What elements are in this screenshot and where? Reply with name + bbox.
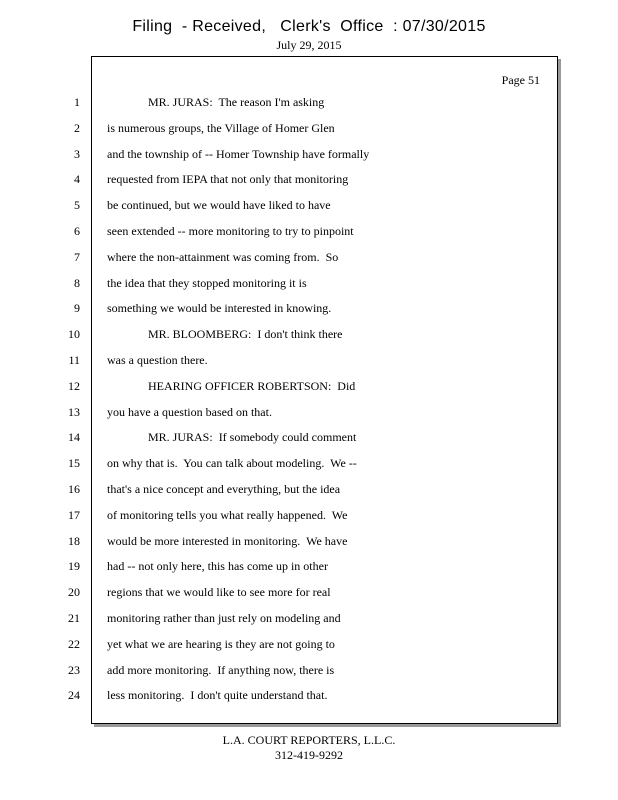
transcript-line: of monitoring tells you what really happened. We <box>107 507 348 522</box>
transcript-line: had -- not only here, this has come up in other <box>107 559 328 574</box>
transcript-line: yet what we are hearing is they are not going to <box>107 636 335 651</box>
line-number: 5 <box>74 198 80 213</box>
transcript-line: MR. BLOOMBERG: I don't think there <box>148 327 343 342</box>
transcript-body <box>107 94 547 713</box>
line-number: 15 <box>68 456 80 471</box>
line-number: 7 <box>74 249 80 264</box>
transcript-line: on why that is. You can talk about modeling. We -- <box>107 456 357 471</box>
transcript-line: MR. JURAS: If somebody could comment <box>148 430 357 445</box>
line-number: 13 <box>68 404 80 419</box>
transcript-line: was a question there. <box>107 352 208 367</box>
line-number: 12 <box>68 378 80 393</box>
line-number: 19 <box>68 559 80 574</box>
line-number: 16 <box>68 481 80 496</box>
transcript-line: add more monitoring. If anything now, there is <box>107 662 335 677</box>
line-number: 4 <box>74 172 80 187</box>
transcript-line: something we would be interested in knowing. <box>107 301 332 316</box>
line-number: 9 <box>74 301 80 316</box>
transcript-line: would be more interested in monitoring. We have <box>107 533 348 548</box>
line-number: 23 <box>68 662 80 677</box>
line-number: 18 <box>68 533 80 548</box>
line-number: 20 <box>68 585 80 600</box>
line-number: 6 <box>74 223 80 238</box>
transcript-line: be continued, but we would have liked to have <box>107 198 331 213</box>
line-number: 24 <box>68 688 80 703</box>
transcript-line: you have a question based on that. <box>107 404 272 419</box>
line-number: 17 <box>68 507 80 522</box>
filing-stamp: Filing - Received, Clerk's Office : 07/30/2015 <box>132 18 486 35</box>
transcript-date: July 29, 2015 <box>276 38 342 52</box>
line-number: 3 <box>74 146 80 161</box>
transcript-line: HEARING OFFICER ROBERTSON: Did <box>148 378 356 393</box>
transcript-line: and the township of -- Homer Township have formally <box>107 146 370 161</box>
transcript-line: requested from IEPA that not only that monitoring <box>107 172 349 187</box>
transcript-line: less monitoring. I don't quite understand that. <box>107 688 328 703</box>
line-number: 22 <box>68 636 80 651</box>
transcript-line: monitoring rather than just rely on modeling and <box>107 610 341 625</box>
line-number: 14 <box>68 430 80 445</box>
transcript-line: the idea that they stopped monitoring it is <box>107 275 307 290</box>
line-number: 10 <box>68 327 80 342</box>
transcript-line: regions that we would like to see more for real <box>107 585 331 600</box>
line-number: 11 <box>68 352 80 367</box>
line-number: 2 <box>74 120 80 135</box>
transcript-line: MR. JURAS: The reason I'm asking <box>148 95 325 109</box>
line-number: 1 <box>74 95 80 109</box>
transcript-line: where the non-attainment was coming from. So <box>107 249 339 264</box>
page-number: Page 51 <box>501 73 540 87</box>
line-number-column <box>0 94 80 713</box>
transcript-line: that's a nice concept and everything, but the idea <box>107 481 341 496</box>
court-reporter-name: L.A. COURT REPORTERS, L.L.C. <box>222 733 396 747</box>
court-reporter-phone: 312-419-9292 <box>275 748 343 762</box>
transcript-line: seen extended -- more monitoring to try to pinpoint <box>107 223 354 238</box>
transcript-line: is numerous groups, the Village of Homer Glen <box>107 120 335 135</box>
line-number: 21 <box>68 610 80 625</box>
line-number: 8 <box>74 275 80 290</box>
